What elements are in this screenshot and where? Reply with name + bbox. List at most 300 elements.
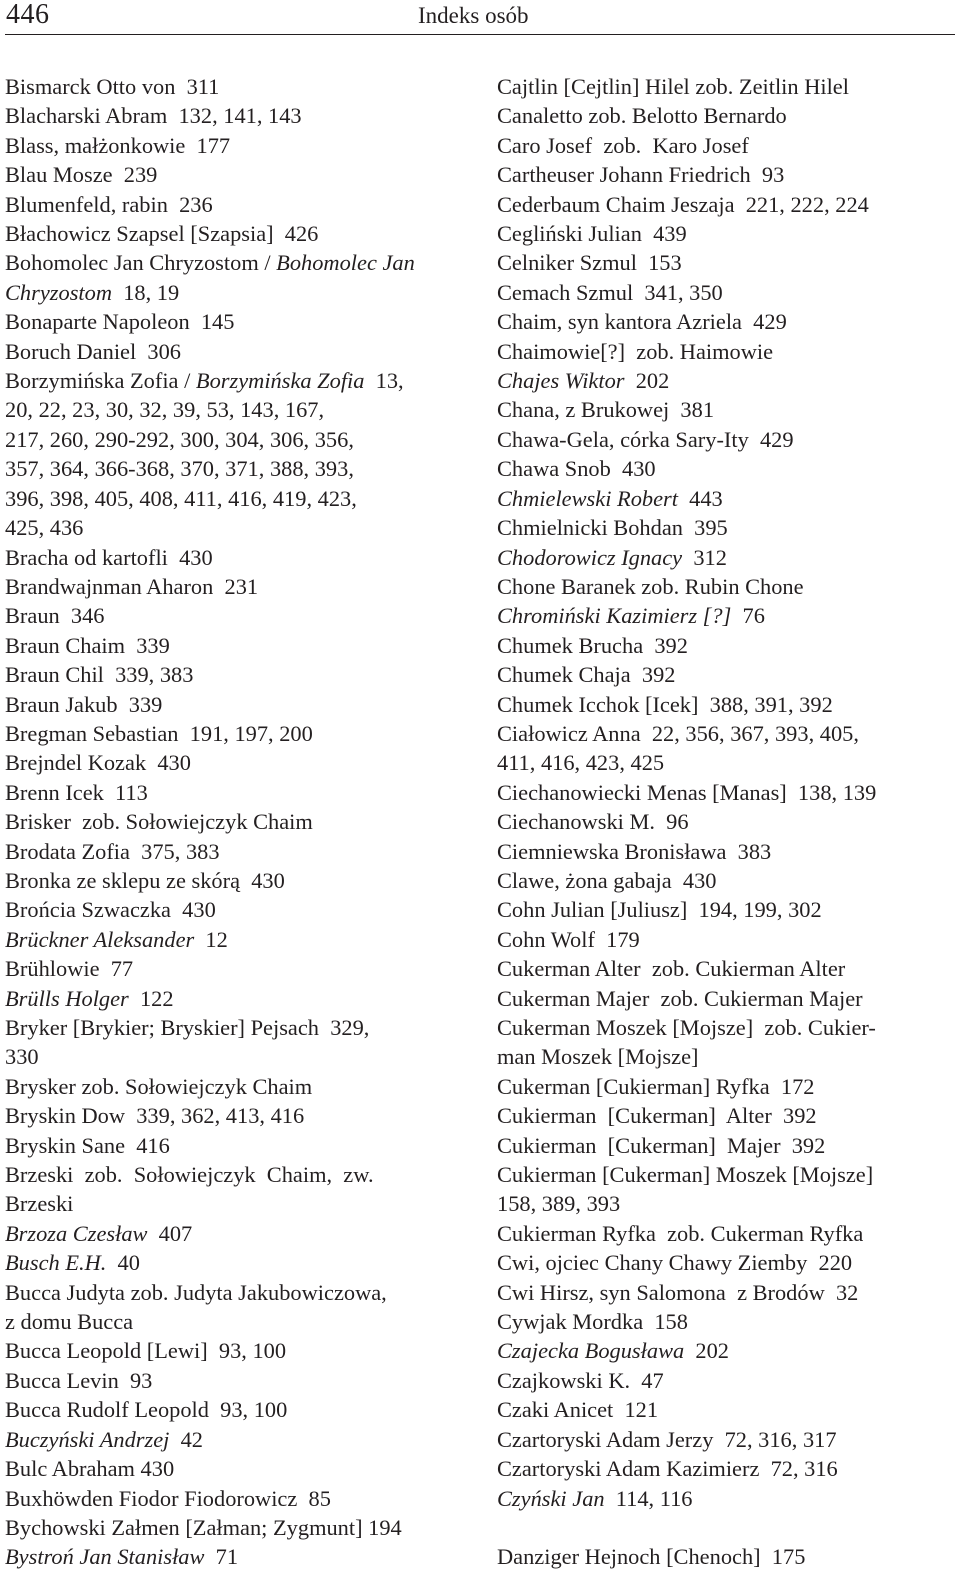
index-entry-line [5, 337, 465, 366]
index-entry-line [5, 1336, 465, 1365]
index-entry-line [5, 72, 465, 101]
index-entry-text: 158, 389, 393 [497, 1191, 621, 1217]
index-entry [497, 866, 957, 895]
index-entry-line [497, 513, 957, 542]
index-entry-text: 217, 260, 290-292, 300, 304, 306, 356, [5, 426, 354, 452]
index-entry [497, 484, 957, 513]
index-entry-text: 411, 416, 423, 425 [497, 750, 665, 776]
index-entry-line [497, 807, 957, 836]
index-entry-text: Bychowski Załmen [Załman; Zygmunt] 194 [5, 1514, 402, 1540]
index-entry [497, 1248, 957, 1277]
index-entry-line [5, 572, 465, 601]
index-entry-line [5, 1131, 465, 1160]
index-entry-line [497, 278, 957, 307]
index-entry-text: Bonaparte Napoleon 145 [5, 309, 235, 335]
index-entry [5, 572, 465, 601]
index-entry-line [497, 601, 957, 630]
index-entry [497, 395, 957, 424]
index-entry [5, 690, 465, 719]
index-entry-text: 71 [204, 1544, 239, 1570]
index-entry-text: Bucca Rudolf Leopold 93, 100 [5, 1397, 288, 1423]
index-entry-text: Blumenfeld, rabin 236 [5, 191, 213, 217]
index-entry-text: Bohomolec Jan Chryzostom / [5, 250, 277, 276]
index-entry-text: Brzeski zob. Sołowiejczyk Chaim, zw. [5, 1162, 374, 1188]
index-entry-line [5, 425, 465, 454]
index-entry-text: Czaki Anicet 121 [497, 1397, 659, 1423]
index-entry-line [5, 1189, 465, 1218]
index-entry-line [5, 1013, 465, 1042]
index-entry-text: 76 [731, 603, 765, 629]
index-entry-line [5, 1072, 465, 1101]
index-entry [5, 72, 465, 101]
index-entry [5, 660, 465, 689]
index-entry-text: Ciechanowski M. 96 [497, 809, 689, 835]
index-entry-text: Ciemniewska Bronisława 383 [497, 838, 772, 864]
index-entry [497, 837, 957, 866]
index-entry [5, 1336, 465, 1365]
index-entry-line [497, 1101, 957, 1130]
index-entry-line [497, 248, 957, 277]
index-entry [497, 1101, 957, 1130]
index-entry [497, 1542, 957, 1571]
index-entry-text: Cajtlin [Cejtlin] Hilel zob. Zeitlin Hilel [497, 74, 849, 99]
index-entry-text: 202 [684, 1338, 729, 1364]
index-entry-text: Brisker zob. Sołowiejczyk Chaim [5, 809, 313, 835]
index-entry-text: Clawe, żona gabaja 430 [497, 867, 717, 893]
index-entry-text: Blass, małżonkowie 177 [5, 132, 231, 158]
index-entry [5, 190, 465, 219]
index-entry [497, 101, 957, 130]
index-entry [497, 278, 957, 307]
index-entry-line [497, 748, 957, 777]
index-entry-text: Chmielnicki Bohdan 395 [497, 515, 728, 541]
index-entry-text: 40 [106, 1250, 140, 1276]
index-entry-text: Braun 346 [5, 603, 105, 629]
index-entry [5, 778, 465, 807]
index-entry [5, 895, 465, 924]
index-entry-line [497, 1131, 957, 1160]
index-entry-italic-text: Brzoza Czesław [5, 1220, 148, 1246]
index-entry-text: Cwi Hirsz, syn Salomona z Brodów 32 [497, 1279, 859, 1305]
index-entry-text: Bryskin Sane 416 [5, 1132, 170, 1158]
index-entry-text: Bucca Leopold [Lewi] 93, 100 [5, 1338, 287, 1364]
index-entry-line [497, 660, 957, 689]
index-entry-line [5, 131, 465, 160]
index-entry-line [5, 1513, 465, 1542]
index-entry-text: z domu Bucca [5, 1309, 134, 1335]
index-entry [497, 807, 957, 836]
index-entry-text: Cukierman [Cukerman] Alter 392 [497, 1103, 817, 1129]
index-entry-text: 20, 22, 23, 30, 32, 39, 53, 143, 167, [5, 397, 325, 423]
index-entry-line [5, 278, 465, 307]
index-entry-text: Brodata Zofia 375, 383 [5, 838, 220, 864]
index-entry [497, 454, 957, 483]
index-entry-line [5, 690, 465, 719]
index-entry-text: Czartoryski Adam Jerzy 72, 316, 317 [497, 1426, 837, 1452]
index-entry [5, 1013, 465, 1072]
index-entry-text: Błachowicz Szapsel [Szapsia] 426 [5, 221, 319, 247]
index-entry-italic-text: Chmielewski Robert [497, 485, 678, 511]
index-entry-line [5, 454, 465, 483]
index-entry-line [5, 1278, 465, 1307]
index-entry-text: 13, [364, 368, 404, 394]
index-entry-line [497, 307, 957, 336]
index-entry-line [5, 366, 465, 395]
index-entry-line [497, 837, 957, 866]
index-entry [497, 425, 957, 454]
index-entry [497, 660, 957, 689]
index-entry-line [497, 1336, 957, 1365]
index-entry-line [497, 1425, 957, 1454]
running-title: Indeks osób [418, 3, 529, 28]
index-entry-line [5, 1425, 465, 1454]
section-gap [497, 1513, 957, 1542]
index-entry-text: 396, 398, 405, 408, 411, 416, 419, 423, [5, 485, 357, 511]
index-entry-text: Brejndel Kozak 430 [5, 750, 191, 776]
index-entry-line [5, 1366, 465, 1395]
page-number: 446 [6, 0, 50, 30]
index-entry-line [497, 1013, 957, 1042]
index-entry-line [497, 484, 957, 513]
index-entry-line [497, 866, 957, 895]
index-entry-italic-text: Chodorowicz Ignacy [497, 544, 683, 570]
index-entry [497, 984, 957, 1013]
index-entry [5, 1219, 465, 1248]
index-entry-text: Celniker Szmul 153 [497, 250, 682, 276]
index-entry-text: Brzeski [5, 1191, 74, 1217]
index-entry-italic-text: Bohomolec Jan [276, 250, 415, 276]
index-entry-line [5, 778, 465, 807]
index-entry [497, 601, 957, 630]
index-entry-line [497, 1395, 957, 1424]
index-entry [5, 1484, 465, 1513]
index-entry-text: 407 [147, 1220, 193, 1246]
index-entry-line [497, 984, 957, 1013]
index-entry [497, 366, 957, 395]
index-entry [5, 1072, 465, 1101]
index-entry-line [497, 1366, 957, 1395]
index-entry-text: Brühlowie 77 [5, 956, 134, 982]
index-entry-text: Chone Baranek zob. Rubin Chone [497, 573, 804, 599]
index-entry-text: Cartheuser Johann Friedrich 93 [497, 162, 785, 188]
index-entry [5, 101, 465, 130]
index-entry-line [5, 1395, 465, 1424]
index-entry [497, 1013, 957, 1072]
index-entry-italic-text: Buczyński Andrzej [5, 1426, 170, 1452]
index-entry-text: Danziger Hejnoch [Chenoch] 175 [497, 1544, 806, 1570]
index-entry-line [497, 895, 957, 924]
index-entry-line [497, 337, 957, 366]
index-entry [5, 631, 465, 660]
index-entry-text: Braun Chaim 339 [5, 632, 170, 658]
index-entry-text: Boruch Daniel 306 [5, 338, 181, 364]
index-entry [5, 1248, 465, 1277]
index-entry-italic-text: Chromiński Kazimierz [?] [497, 603, 732, 629]
index-entry-text: Cemach Szmul 341, 350 [497, 279, 723, 305]
index-entry [5, 248, 465, 307]
index-entry [5, 866, 465, 895]
index-entry-text: Czartoryski Adam Kazimierz 72, 316 [497, 1456, 838, 1482]
index-entry-line [5, 1542, 465, 1571]
index-entry-line [497, 778, 957, 807]
index-entry [497, 925, 957, 954]
index-entry [497, 513, 957, 542]
index-entry-line [497, 543, 957, 572]
index-entry-text: Brandwajnman Aharon 231 [5, 573, 259, 599]
index-entry [497, 778, 957, 807]
index-entry-line [497, 1219, 957, 1248]
index-entry [5, 954, 465, 983]
index-entry-line [5, 219, 465, 248]
index-entry-text: Braun Jakub 339 [5, 691, 163, 717]
index-entry-line [5, 895, 465, 924]
index-entry-line [5, 1219, 465, 1248]
index-entry [497, 572, 957, 601]
index-entry-text: Cukierman [Cukerman] Moszek [Mojsze] [497, 1162, 874, 1188]
index-column-left [5, 72, 465, 1572]
index-entry-line [5, 1160, 465, 1189]
index-entry-line [497, 1072, 957, 1101]
index-entry-text: Cukerman [Cukierman] Ryfka 172 [497, 1073, 815, 1099]
index-entry-text: Ciechanowiecki Menas [Manas] 138, 139 [497, 779, 877, 805]
index-entry-line [497, 1454, 957, 1483]
index-entry [5, 1513, 465, 1542]
index-entry-text: 202 [624, 368, 670, 394]
index-entry-text: Bronka ze sklepu ze skórą 430 [5, 867, 285, 893]
index-entry-text: Cukerman Majer zob. Cukierman Majer [497, 985, 863, 1011]
index-entry [497, 219, 957, 248]
index-entry-line [5, 1484, 465, 1513]
index-entry-line [497, 1484, 957, 1513]
index-entry-line [497, 366, 957, 395]
index-entry [497, 1131, 957, 1160]
index-entry-line [497, 131, 957, 160]
index-entry [497, 1425, 957, 1454]
index-entry-text: 357, 364, 366-368, 370, 371, 388, 393, [5, 456, 354, 482]
index-entry-text: Cukierman [Cukerman] Majer 392 [497, 1132, 826, 1158]
index-entry-italic-text: Czyński Jan [497, 1485, 605, 1511]
index-entry [5, 601, 465, 630]
index-entry-text: Chumek Brucha 392 [497, 632, 688, 658]
index-entry [497, 631, 957, 660]
index-entry-line [5, 807, 465, 836]
index-entry [497, 1160, 957, 1219]
index-entry-line [5, 866, 465, 895]
index-entry [5, 925, 465, 954]
index-entry-text: Bucca Levin 93 [5, 1367, 153, 1393]
index-entry-line [497, 1307, 957, 1336]
index-entry [5, 1454, 465, 1483]
index-entry-text: Cwi, ojciec Chany Chawy Ziemby 220 [497, 1250, 853, 1276]
index-entry-line [497, 101, 957, 130]
index-entry-text: Cederbaum Chaim Jeszaja 221, 222, 224 [497, 191, 869, 217]
index-entry-text: Canaletto zob. Belotto Bernardo [497, 103, 787, 129]
index-entry-line [497, 690, 957, 719]
index-entry [5, 719, 465, 748]
index-entry-text: Bismarck Otto von 311 [5, 74, 220, 99]
index-entry-line [497, 925, 957, 954]
index-entry [5, 1366, 465, 1395]
index-entry-line [497, 631, 957, 660]
index-entry [5, 131, 465, 160]
index-entry-text: Chana, z Brukowej 381 [497, 397, 715, 423]
index-entry-text: Chawa Snob 430 [497, 456, 656, 482]
index-entry-text: Bracha od kartofli 430 [5, 544, 213, 570]
index-entry-text: 425, 436 [5, 515, 84, 541]
index-entry-line [5, 484, 465, 513]
index-entry-line [497, 190, 957, 219]
index-entry-text: Cukerman Alter zob. Cukierman Alter [497, 956, 846, 982]
index-entry-line [5, 101, 465, 130]
index-entry [5, 1395, 465, 1424]
index-entry-line [5, 601, 465, 630]
index-entry-line [5, 160, 465, 189]
index-entry [497, 1219, 957, 1248]
index-entry-text: 443 [677, 485, 723, 511]
index-entry-text: Blau Mosze 239 [5, 162, 158, 188]
index-entry-text: 114, 116 [604, 1485, 693, 1511]
index-entry-line [5, 307, 465, 336]
index-entry [497, 1336, 957, 1365]
index-entry-text: Cukerman Moszek [Mojsze] zob. Cukier- [497, 1015, 876, 1040]
index-entry-text: Braun Chil 339, 383 [5, 662, 194, 688]
index-entry-text: Chaimowie[?] zob. Haimowie [497, 338, 774, 364]
index-entry-line [497, 954, 957, 983]
index-entry [497, 160, 957, 189]
index-entry-line [5, 1101, 465, 1130]
index-entry-text: 330 [5, 1044, 39, 1070]
index-entry-text: Cohn Julian [Juliusz] 194, 199, 302 [497, 897, 822, 923]
index-entry-italic-text: Brülls Holger [5, 985, 129, 1011]
index-entry-line [5, 513, 465, 542]
index-entry-line [497, 1189, 957, 1218]
index-entry [497, 719, 957, 778]
index-entry [5, 1160, 465, 1219]
index-entry [497, 543, 957, 572]
index-entry [497, 1278, 957, 1307]
index-entry-line [5, 395, 465, 424]
index-entry [5, 543, 465, 572]
index-entry-line [5, 954, 465, 983]
index-entry-line [5, 190, 465, 219]
index-entry [497, 307, 957, 336]
index-entry-line [497, 219, 957, 248]
index-entry-line [497, 1160, 957, 1189]
index-entry-text: Bucca Judyta zob. Judyta Jakubowiczowa, [5, 1279, 387, 1305]
index-entry-italic-text: Brückner Aleksander [5, 926, 195, 952]
index-entry-text: 42 [169, 1426, 203, 1452]
index-entry-line [497, 1278, 957, 1307]
index-entry-italic-text: Bystroń Jan Stanisław [5, 1544, 205, 1570]
index-entry-line [5, 1307, 465, 1336]
index-entry [497, 690, 957, 719]
index-entry [497, 1484, 957, 1513]
index-entry-line [5, 631, 465, 660]
index-entry-line [5, 984, 465, 1013]
index-entry [497, 1454, 957, 1483]
index-entry [497, 337, 957, 366]
index-entry-line [5, 719, 465, 748]
index-entry [497, 1366, 957, 1395]
index-entry-italic-text: Busch E.H. [5, 1250, 107, 1276]
index-entry [497, 895, 957, 924]
index-entry-text: Bulc Abraham 430 [5, 1456, 175, 1482]
index-entry [5, 1425, 465, 1454]
index-entry-text: Cohn Wolf 179 [497, 926, 640, 952]
index-entry-line [5, 1042, 465, 1071]
index-entry-text: Bryker [Brykier; Bryskier] Pejsach 329, [5, 1015, 370, 1040]
index-entry-text: man Moszek [Mojsze] [497, 1044, 699, 1070]
index-entry-line [5, 925, 465, 954]
index-entry [497, 1395, 957, 1424]
index-entry-line [5, 748, 465, 777]
index-column-right [497, 72, 957, 1572]
index-entry-line [5, 1248, 465, 1277]
index-entry-text: Chawa-Gela, córka Sary-Ity 429 [497, 426, 794, 452]
index-entry-text: Buxhöwden Fiodor Fiodorowicz 85 [5, 1485, 331, 1511]
index-entry [5, 307, 465, 336]
index-entry [5, 366, 465, 542]
index-entry-line [5, 837, 465, 866]
index-entry-text: Brysker zob. Sołowiejczyk Chaim [5, 1073, 313, 1099]
index-entry-text: 122 [128, 985, 174, 1011]
index-entry-line [5, 543, 465, 572]
index-entry [5, 160, 465, 189]
index-entry-italic-text: Chajes Wiktor [497, 368, 625, 394]
index-entry-line [497, 160, 957, 189]
index-entry [497, 131, 957, 160]
index-entry-text: Brenn Icek 113 [5, 779, 148, 805]
page-header [0, 0, 960, 36]
index-entry-text: Bregman Sebastian 191, 197, 200 [5, 720, 313, 746]
index-entry-text: Chumek Chaja 392 [497, 662, 676, 688]
index-entry-text: Cywjak Mordka 158 [497, 1309, 688, 1335]
index-entry-text: 12 [194, 926, 228, 952]
index-entry [497, 72, 957, 101]
index-entry-line [497, 395, 957, 424]
index-entry [5, 1101, 465, 1130]
index-entry-italic-text: Chryzostom [5, 279, 112, 305]
index-entry-line [497, 1042, 957, 1071]
index-entry-line [497, 719, 957, 748]
index-entry-text: Chaim, syn kantora Azriela 429 [497, 309, 787, 335]
index-entry-line [497, 454, 957, 483]
index-entry [5, 807, 465, 836]
index-entry-text: Chumek Icchok [Icek] 388, 391, 392 [497, 691, 833, 717]
index-entry-line [497, 425, 957, 454]
index-entry [5, 219, 465, 248]
index-entry-text: Cegliński Julian 439 [497, 221, 687, 247]
index-entry [5, 1542, 465, 1571]
index-entry-text: Blacharski Abram 132, 141, 143 [5, 103, 302, 129]
index-entry-line [497, 572, 957, 601]
index-entry-text: Borzymińska Zofia / [5, 368, 196, 394]
index-entry-line [5, 1454, 465, 1483]
index-entry [5, 748, 465, 777]
index-entry [5, 984, 465, 1013]
index-entry-line [497, 1542, 957, 1571]
index-entry-line [497, 1248, 957, 1277]
index-entry-text: Bryskin Dow 339, 362, 413, 416 [5, 1103, 305, 1129]
index-entry-line [5, 248, 465, 277]
index-entry-text: Cukierman Ryfka zob. Cukerman Ryfka [497, 1220, 864, 1246]
index-entry-text: Caro Josef zob. Karo Josef [497, 132, 749, 158]
index-entry-line [5, 660, 465, 689]
index-entry-italic-text: Czajecka Bogusława [497, 1338, 685, 1364]
index-entry [497, 1307, 957, 1336]
index-entry-text: Ciałowicz Anna 22, 356, 367, 393, 405, [497, 720, 859, 746]
index-entry [497, 1072, 957, 1101]
